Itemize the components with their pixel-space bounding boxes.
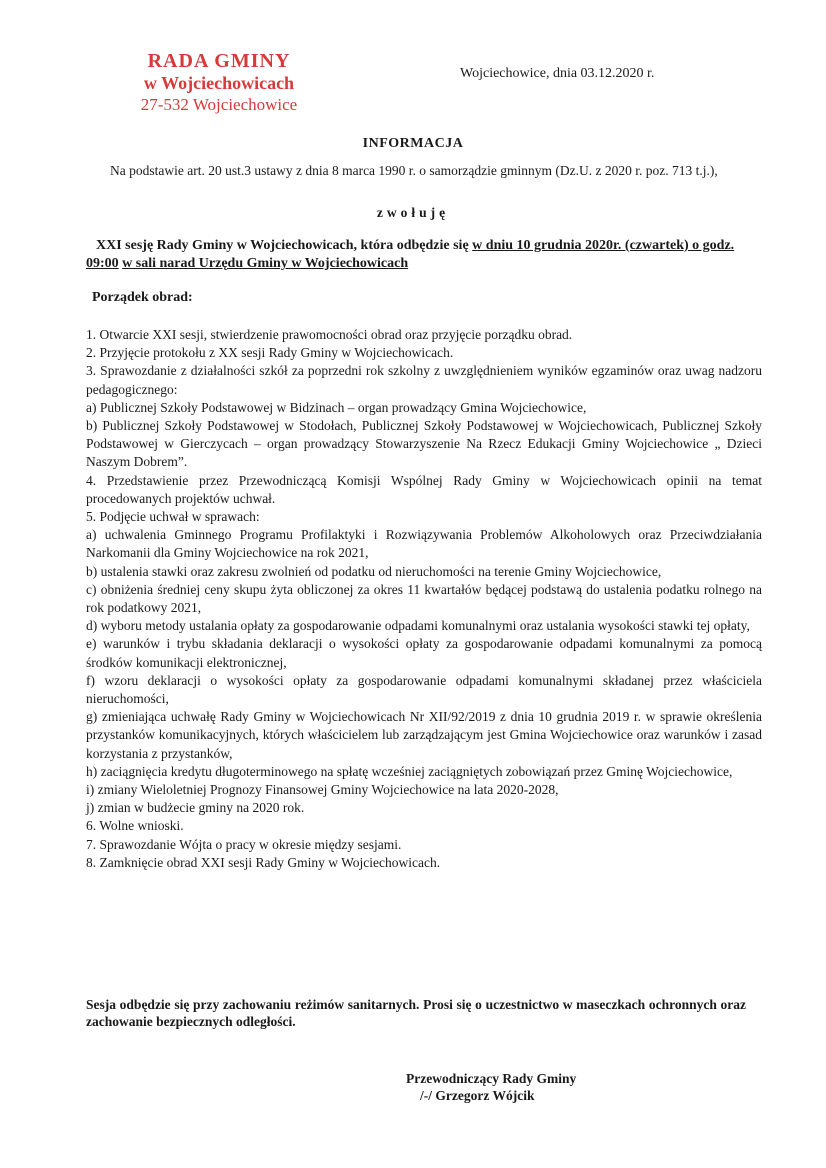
convenes-heading: zwołuję — [376, 205, 450, 220]
agenda-item: d) wyboru metody ustalania opłaty za gospodarowanie odpadami komunalnymi oraz ustalania wysokości stawki tej opłaty, — [86, 618, 750, 634]
agenda-item: 2. Przyjęcie protokołu z XX sesji Rady Gminy w Wojciechowicach. — [86, 345, 454, 361]
agenda-item: j) zmian w budżecie gminy na 2020 rok. — [86, 800, 305, 816]
agenda-item: 5. Podjęcie uchwał w sprawach: — [86, 509, 260, 525]
agenda-heading: Porządek obrad: — [92, 290, 193, 305]
stamp-line-2: w Wojciechowicach — [143, 73, 295, 93]
agenda-item: 8. Zamknięcie obrad XXI sesji Rady Gminy w Wojciechowicach. — [86, 854, 441, 870]
agenda-item: 4. Przedstawienie przez Przewodniczącą Komisji Wspólnej Rady Gminy w Wojciechowicach opinii na temat procedowanych projektów uchwał. — [86, 472, 762, 506]
agenda-item: b) Publicznej Szkoły Podstawowej w Stodołach, Publicznej Szkoły Podstawowej w Wojciechowicach, Publicznej Szkoły Podstawowej w Gierczycach – organ prowadzący Stowarzyszenie Na Rzecz Edukacji Gminy Wojciechowice „ Dzieci Naszym Dobrem”. — [86, 418, 762, 470]
date-line: Wojciechowice, dnia 03.12.2020 r. — [460, 66, 655, 81]
document-title: INFORMACJA — [362, 136, 464, 151]
session-venue: w sali narad Urzędu Gminy w Wojciechowicach — [122, 256, 409, 271]
signature-name: /-/ Grzegorz Wójcik — [420, 1088, 535, 1103]
agenda-item: 7. Sprawozdanie Wójta o pracy w okresie między sesjami. — [86, 836, 402, 852]
council-stamp — [114, 50, 324, 116]
agenda-item: 1. Otwarcie XXI sesji, stwierdzenie prawomocności obrad oraz przyjęcie porządku obrad. — [86, 327, 573, 342]
agenda-item: h) zaciągnięcia kredytu długoterminowego na spłatę wcześniej zaciągniętych zobowiązań przez Gminę Wojciechowice, — [86, 763, 733, 779]
intro-paragraph: Na podstawie art. 20 ust.3 ustawy z dnia 8 marca 1990 r. o samorządzie gminnym (Dz.U. z 2020 r. poz. 713 t.j.), — [110, 163, 718, 178]
agenda-item: 6. Wolne wnioski. — [86, 818, 184, 834]
stamp-line-3: 27-532 Wojciechowice — [140, 95, 298, 114]
agenda-item: b) ustalenia stawki oraz zakresu zwolnień od podatku od nieruchomości na terenie Gminy Wojciechowice, — [86, 563, 662, 579]
agenda-item: g) zmieniająca uchwałę Rady Gminy w Wojciechowicach Nr XII/92/2019 z dnia 10 grudnia 2019 r. w sprawie określenia przystanków komunikacyjnych, których właścicielem lub zarządzającym jest Gmina Wojciechowice oraz warunków i zasad korzystania z przystanków, — [86, 709, 762, 761]
stamp-line-1: RADA GMINY — [147, 50, 291, 72]
agenda-item: i) zmiany Wieloletniej Prognozy Finansowej Gminy Wojciechowice na lata 2020-2028, — [86, 782, 559, 798]
session-date: w dniu 10 grudnia 2020r. (czwartek) o godz. 09:00 — [86, 238, 735, 271]
session-announcement — [86, 237, 762, 273]
agenda-item: 3. Sprawozdanie z działalności szkół za poprzedni rok szkolny z uwzględnieniem wyników egzaminów oraz uwag nadzoru pedagogicznego: — [86, 363, 762, 397]
agenda-item: e) warunków i trybu składania deklaracji o wysokości opłaty za gospodarowanie odpadami komunalnymi za pomocą środków komunikacji elektronicznej, — [86, 636, 762, 670]
agenda-item: f) wzoru deklaracji o wysokości opłaty za gospodarowanie odpadami komunalnymi składanej przez właściciela nieruchomości, — [86, 672, 762, 707]
sanitary-notice: Sesja odbędzie się przy zachowaniu reżimów sanitarnych. Prosi się o uczestnictwo w maseczkach ochronnych oraz zachowanie bezpiecznych odległości. — [86, 997, 746, 1029]
session-text: XXI sesję Rady Gminy w Wojciechowicach, która odbędzie się — [96, 238, 473, 253]
agenda-item: a) Publicznej Szkoły Podstawowej w Bidzinach – organ prowadzący Gmina Wojciechowice, — [86, 399, 587, 415]
signature-title: Przewodniczący Rady Gminy — [406, 1071, 577, 1086]
agenda-item: a) uchwalenia Gminnego Programu Profilaktyki i Rozwiązywania Problemów Alkoholowych oraz Przeciwdziałania Narkomanii dla Gminy Wojciechowice na rok 2021, — [86, 527, 762, 561]
agenda-list — [86, 326, 762, 872]
signature-block — [406, 1070, 576, 1104]
agenda-item: c) obniżenia średniej ceny skupu żyta obliczonej za okres 11 kwartałów będącej podstawą do ustalenia podatku rolnego na rok podatkowy 2021, — [86, 581, 762, 616]
